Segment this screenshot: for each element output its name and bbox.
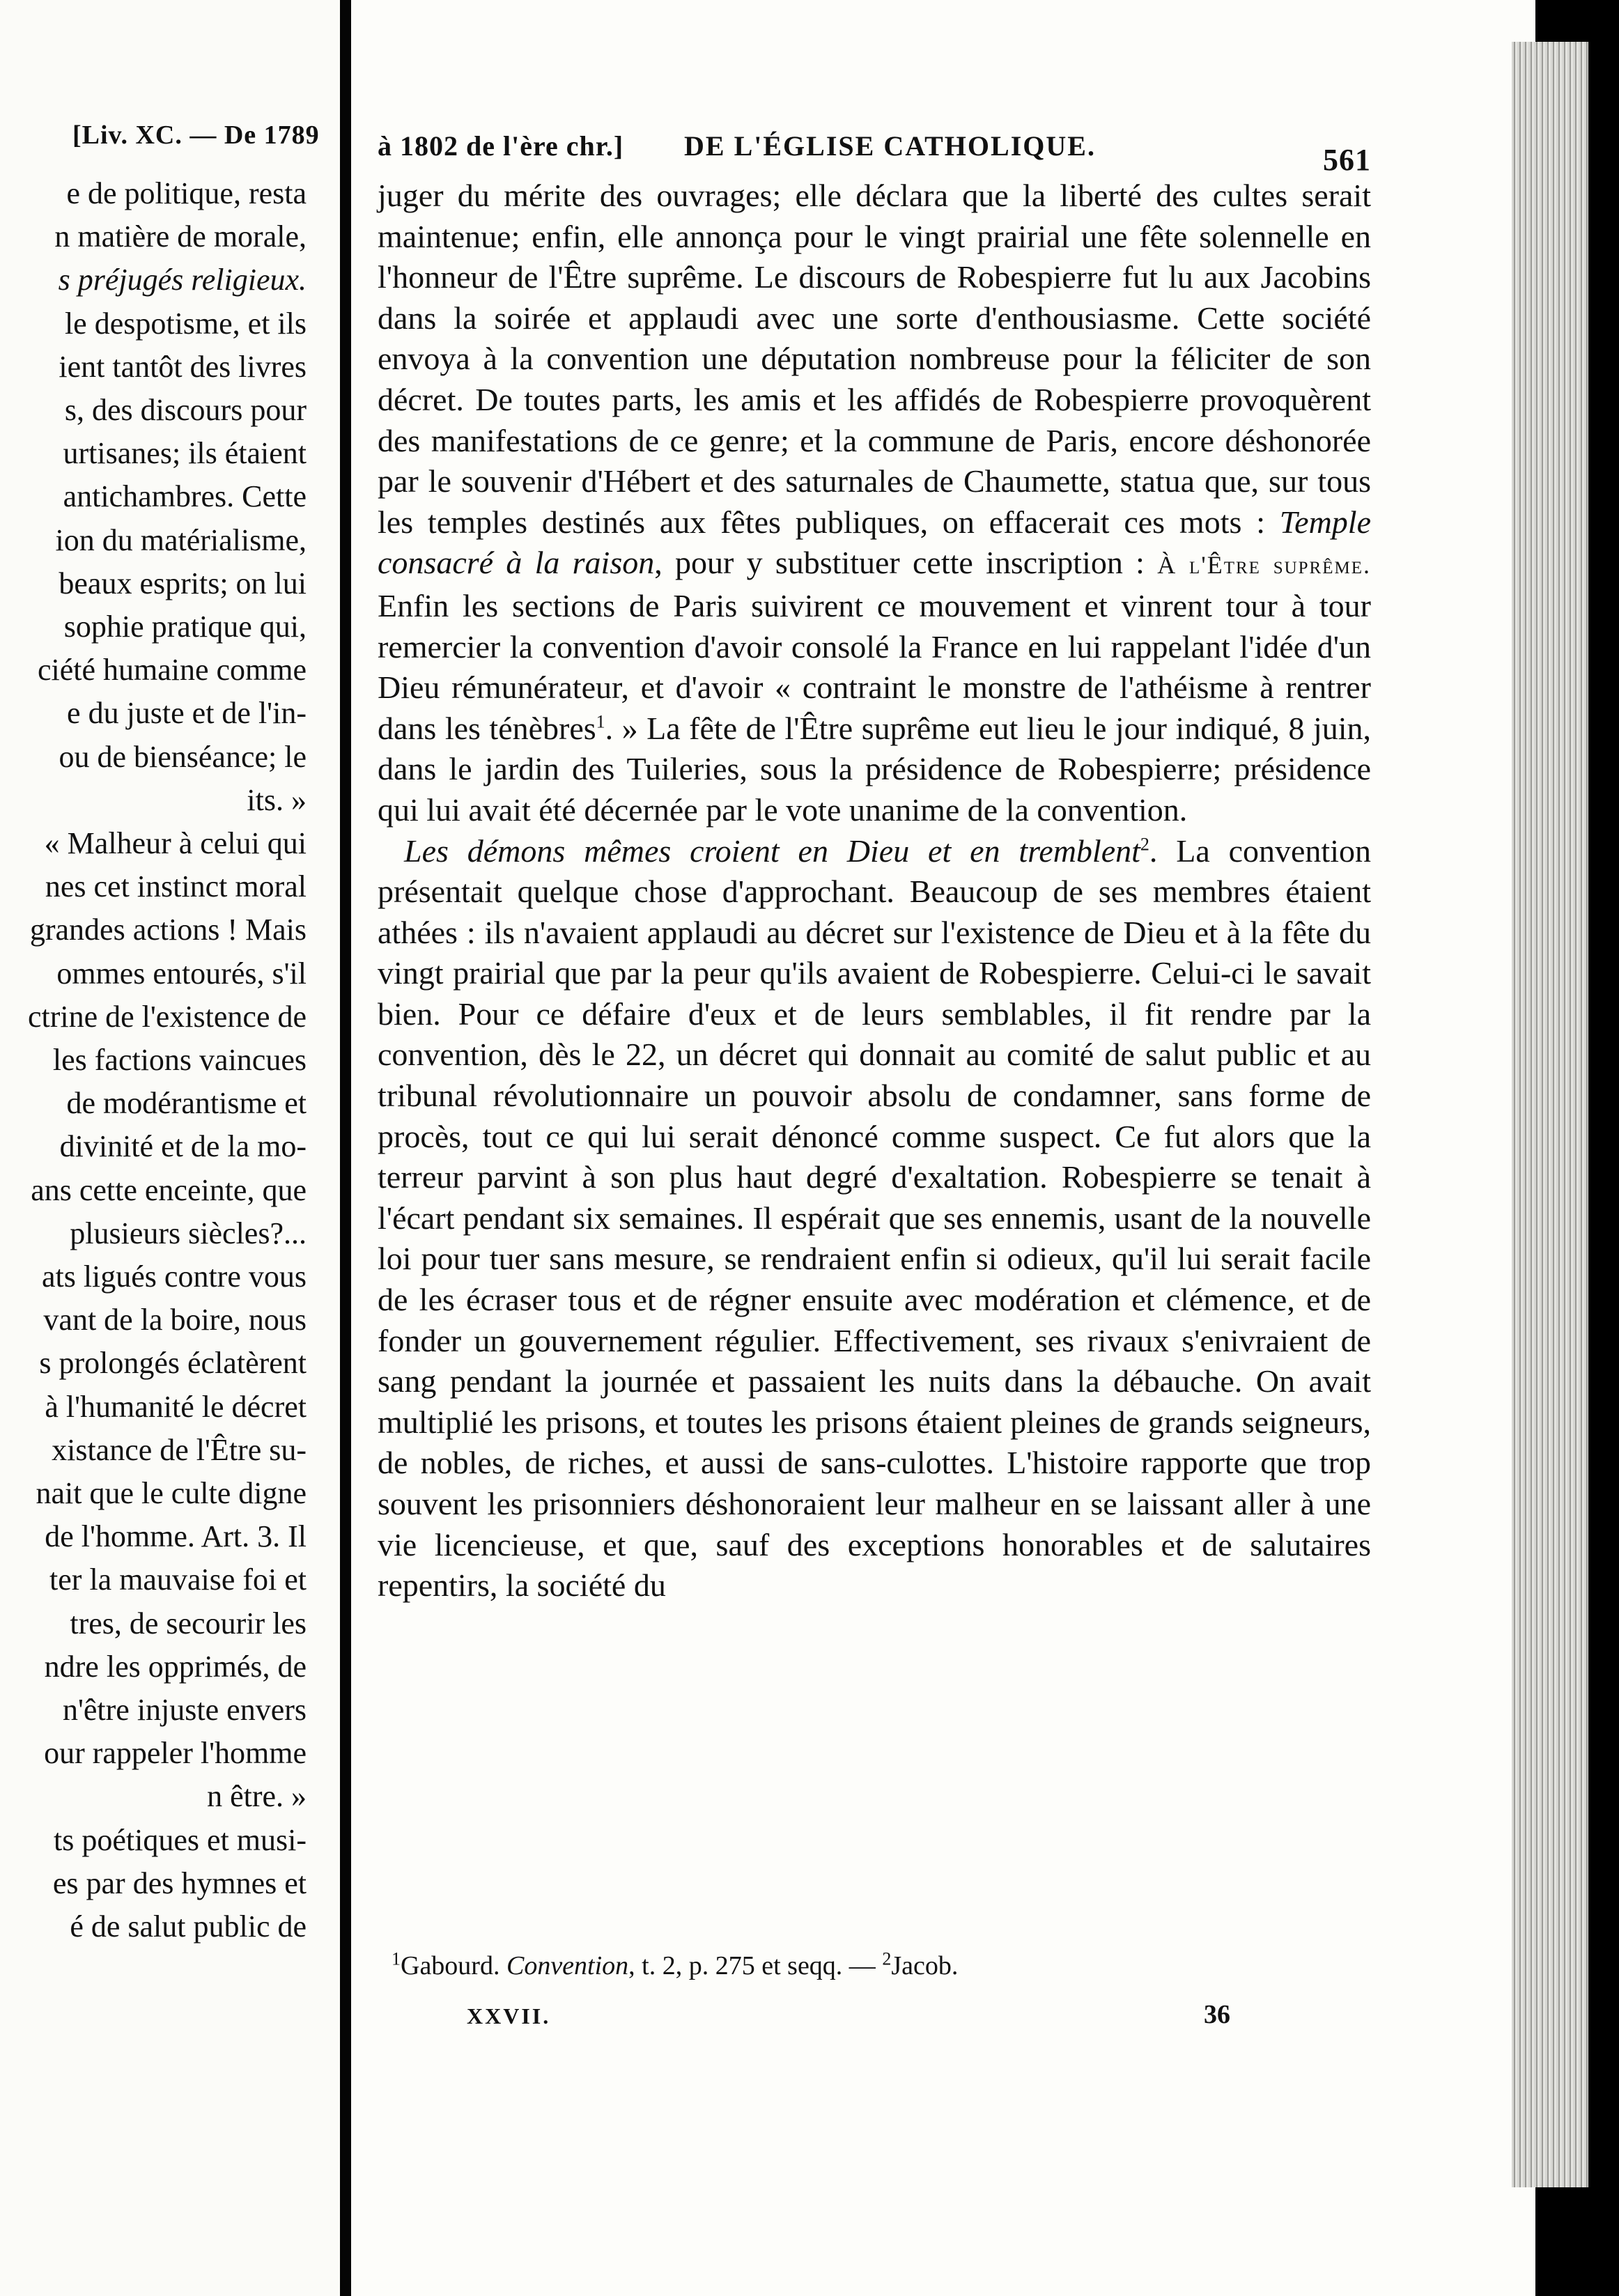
p1-smallcaps-inscription: À l'Être suprême. — [1157, 551, 1371, 580]
p1-italic-inscription: Temple consacré à la raison — [378, 504, 1371, 581]
footnote-ref-2: 2 — [1140, 834, 1149, 855]
left-page-line: ter la mauvaise foi et — [49, 1562, 307, 1597]
left-page-line: divinité et de la mo- — [59, 1129, 307, 1164]
footnote-text-3: Jacob. — [891, 1951, 959, 1980]
header-date-range: à 1802 de l'ère chr.] — [378, 130, 624, 162]
left-page-line: nes cet instinct moral — [45, 869, 307, 904]
left-page-line: its. » — [247, 782, 307, 817]
left-page-line: de l'homme. Art. 3. Il — [45, 1519, 307, 1554]
left-page-line: s préjugés religieux. — [58, 263, 307, 297]
page-number: 561 — [1323, 143, 1371, 177]
left-page-line: our rappeler l'homme — [44, 1736, 307, 1771]
left-page-line: es par des hymnes et — [52, 1866, 307, 1900]
left-page-line: ctrine de l'existence de — [27, 999, 307, 1034]
left-page-line: le despotisme, et ils — [64, 306, 307, 341]
footnote-mark-2: 2 — [882, 1948, 892, 1969]
signature-mark: XXVII. — [467, 2003, 551, 2029]
left-page-line: de modérantisme et — [66, 1086, 307, 1121]
left-page-line: s, des discours pour — [64, 393, 307, 427]
left-page-line: grandes actions ! Mais — [29, 913, 307, 947]
left-page-line: plusieurs siècles?... — [70, 1216, 307, 1250]
p1-text-4: . » La fête de l'Être suprême eut lieu le jour indiqué, 8 juin, dans le jardin des Tuileries, sous la présidence de Robespierre; présidence qui lui avait été décernée par le vote unanime de la convention. — [378, 710, 1372, 828]
left-page-line: ou de bienséance; le — [59, 739, 307, 774]
running-header — [378, 130, 1371, 177]
left-page-line: ciété humaine comme — [37, 653, 307, 688]
left-page-line: n être. » — [207, 1779, 307, 1814]
left-page-line: à l'humanité le décret — [45, 1389, 307, 1424]
left-page-line: ion du matérialisme, — [55, 522, 307, 557]
background-edge — [1588, 0, 1619, 2296]
footnote-ref-1: 1 — [596, 711, 605, 732]
left-page-line: s prolongés éclatèrent — [39, 1346, 307, 1381]
left-page-line: urtisanes; ils étaient — [63, 436, 307, 471]
footnote-mark-1: 1 — [392, 1948, 401, 1969]
left-page-line: sophie pratique qui, — [63, 610, 307, 644]
left-page-line: beaux esprits; on lui — [59, 566, 307, 600]
body-text — [378, 176, 1371, 1606]
paragraph-2 — [378, 831, 1371, 1606]
left-page-line: é de salut public de — [70, 1909, 307, 1944]
left-page-line: e du juste et de l'in- — [67, 696, 307, 731]
page-block-edge — [1512, 42, 1588, 2187]
left-page-line: ommes entourés, s'il — [56, 956, 307, 991]
left-page-line: nait que le culte digne — [36, 1476, 307, 1510]
left-page-line: « Malheur à celui qui — [44, 826, 307, 860]
left-page-line: ats ligués contre vous — [41, 1259, 307, 1294]
left-page-line: antichambres. Cette — [63, 479, 307, 514]
left-page-line: xistance de l'Être su- — [52, 1432, 307, 1467]
left-page — [0, 0, 340, 2296]
p1-text-3: Enfin les sections de Paris suivirent ce mouvement et vinrent tour à tour remercier la convention d'avoir consolé la France en lui rappelant l'idée d'un Dieu rémunérateur, et d'avoir « contraint le monstre de l'athéisme à rentrer dans les ténèbres — [378, 587, 1371, 746]
left-running-header: [Liv. XC. — De 1789 — [72, 121, 320, 150]
p2-text: . La convention présentait quelque chose d'approchant. Beaucoup de ses membres étaient athées : ils n'avaient applaudi au décret sur l'existence de Dieu et à la fête du vingt prairial que par la peur qu'ils avaient de Robespierre. Celui-ci le savait bien. Pour ce défaire d'eux et de leurs semblables, il fit rendre par la convention, dès le 22, un décret qui donnait au comité de salut public et au tribunal révolutionnaire un pouvoir absolu de condamner, sans forme de procès, tout ce qui lui serait dénoncé comme suspect. Ce fut alors que la terreur parvint à son plus haut degré d'exaltation. Robespierre se tenait à l'écart pendant six semaines. Il espérait que ses ennemis, usant de la nouvelle loi pour tuer sans mesure, se rendraient enfin si odieux, qu'il lui serait facile de les écraser tous et de régner ensuite avec modération et clémence, et de fonder un gouvernement régulier. Effectivement, ses rivaux s'enivraient de sang pendant la journée et passaient les nuits dans la débauche. On avait multiplié les prisons, et toutes les prisons étaient pleines de grands seigneurs, de nobles, de riches, et aussi de sans-culottes. L'histoire rapporte que trop souvent les prisonniers déshonoraient leur malheur en se laissant aller à une vie licencieuse, et que, sauf des exceptions honorables et de salutaires repentirs, la société du — [378, 832, 1371, 1604]
left-page-line: ans cette enceinte, que — [31, 1172, 307, 1207]
p1-text: juger du mérite des ouvrages; elle déclara que la liberté des cultes serait maintenue; enfin, elle annonça pour le vingt prairial une fête solennelle en l'honneur de l'Être suprême. Le discours de Robespierre fut lu aux Jacobins dans la soirée et applaudi avec une sorte d'enthousiasme. Cette société envoya à la convention une députation nombreuse pour la féliciter de son décret. De toutes parts, les amis et les affidés de Robespierre provoquèrent des manifestations de ce genre; et la commune de Paris, encore déshonorée par le souvenir d'Hébert et des saturnales de Chaumette, statua que, sur tous les temples destinés aux fêtes publiques, on effacerait ces mots : — [378, 178, 1371, 540]
gathering-number: 36 — [1204, 2000, 1230, 2029]
p1-text-2: , pour y substituer cette inscription : — [654, 545, 1158, 581]
left-page-line: tres, de secourir les — [70, 1606, 307, 1640]
left-page-line: ts poétiques et musi- — [54, 1822, 307, 1857]
footnote-text-2: , t. 2, p. 275 et seqq. — — [628, 1951, 883, 1980]
left-page-line: ndre les opprimés, de — [44, 1649, 307, 1684]
footnote-italic-title: Convention — [506, 1951, 629, 1980]
left-page-line: e de politique, resta — [66, 176, 307, 210]
header-title: DE L'ÉGLISE CATHOLIQUE. — [684, 130, 1096, 162]
left-page-line: n matière de morale, — [54, 219, 307, 254]
paragraph-1 — [378, 176, 1371, 831]
book-gutter — [340, 0, 351, 2296]
left-page-line: n'être injuste envers — [62, 1693, 307, 1727]
left-page-line: ient tantôt des livres — [59, 349, 307, 384]
footnote-text: Gabourd. — [401, 1951, 506, 1980]
p2-italic-quote: Les démons mêmes croient en Dieu et en tremblent — [404, 832, 1140, 869]
footnotes — [392, 1950, 958, 1981]
left-page-line: les factions vaincues — [52, 1043, 307, 1077]
left-page-line: vant de la boire, nous — [43, 1303, 307, 1337]
